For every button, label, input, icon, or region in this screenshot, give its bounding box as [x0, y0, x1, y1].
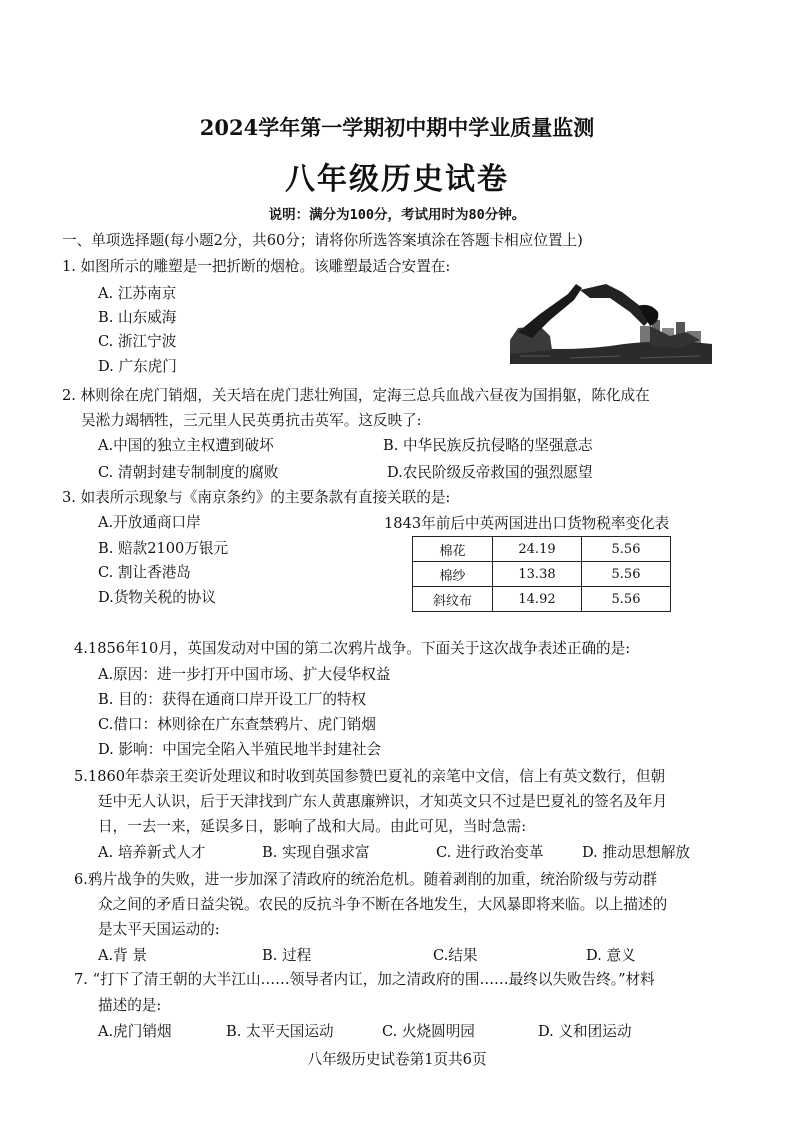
table-row: [413, 587, 671, 612]
question-2-option-b[interactable]: B. 中华民族反抗侵略的坚强意志: [383, 437, 593, 454]
exam-paper-title: 八年级历史试卷: [285, 162, 509, 197]
question-6-option-b[interactable]: B. 过程: [262, 947, 312, 964]
question-4-option-a[interactable]: A.原因：进一步打开中国市场、扩大侵华权益: [98, 666, 391, 683]
table-row: [413, 537, 671, 562]
tariff-table: [412, 536, 671, 612]
question-6-option-c[interactable]: C.结果: [433, 947, 478, 964]
question-5-option-c[interactable]: C. 进行政治变革: [436, 844, 544, 861]
question-7-option-a[interactable]: A.虎门销烟: [98, 1023, 172, 1040]
question-7-option-b[interactable]: B. 太平天国运动: [226, 1023, 334, 1040]
question-3-stem: 3. 如表所示现象与《南京条约》的主要条款有直接关联的是:: [62, 489, 451, 506]
question-7-stem-line-2: 描述的是:: [98, 997, 162, 1014]
question-3-option-d[interactable]: D.货物关税的协议: [98, 589, 216, 606]
table-cell: 5.56: [582, 587, 671, 612]
table-cell: 13.38: [493, 562, 582, 587]
question-3-option-a[interactable]: A.开放通商口岸: [98, 514, 201, 531]
table-cell: 斜纹布: [413, 587, 493, 612]
exam-instructions: 说明：满分为100分，考试用时为80分钟。: [268, 207, 526, 223]
question-7-stem-line-1: 7. “打下了清王朝的大半江山……领导者内讧，加之清政府的围……最终以失败告终。”材料: [74, 971, 655, 988]
question-6-stem-line-2: 众之间的矛盾日益尖锐。农民的反抗斗争不断在各地发生，大风暴即将来临。以上描述的: [98, 896, 668, 913]
question-2-stem-line-2: 吴淞力竭牺牲，三元里人民英勇抗击英军。这反映了:: [81, 412, 422, 429]
table-cell: 棉花: [413, 537, 493, 562]
question-7-option-d[interactable]: D. 义和团运动: [538, 1023, 632, 1040]
question-4-option-b[interactable]: B. 目的：获得在通商口岸开设工厂的特权: [98, 691, 367, 708]
question-6-option-d[interactable]: D. 意义: [586, 947, 636, 964]
section-heading: 一、单项选择题(每小题2分，共60分；请将你所选答案填涂在答题卡相应位置上): [62, 232, 583, 249]
question-6-stem-line-1: 6.鸦片战争的失败，进一步加深了清政府的统治危机。随着剥削的加重，统治阶级与劳动群: [74, 871, 658, 888]
table-row: [413, 562, 671, 587]
table-cell: 24.19: [493, 537, 582, 562]
question-6-option-a[interactable]: A.背 景: [98, 947, 148, 964]
table-cell: 14.92: [493, 587, 582, 612]
question-2-option-c[interactable]: C. 清朝封建专制制度的腐败: [98, 464, 279, 481]
question-5-option-a[interactable]: A. 培养新式人才: [98, 844, 206, 861]
question-3-option-c[interactable]: C. 割让香港岛: [98, 564, 191, 581]
question-4-option-d[interactable]: D. 影响：中国完全陷入半殖民地半封建社会: [98, 741, 382, 758]
question-2-stem-line-1: 2. 林则徐在虎门销烟，关天培在虎门悲壮殉国，定海三总兵血战六昼夜为国捐躯，陈化成在: [62, 387, 650, 404]
question-4-option-c[interactable]: C.借口：林则徐在广东查禁鸦片、虎门销烟: [98, 716, 376, 733]
question-5-stem-line-3: 日，一去一来，延误多日，影响了战和大局。由此可见，当时急需:: [98, 818, 527, 835]
question-1-option-c[interactable]: C. 浙江宁波: [98, 333, 177, 350]
question-1-option-a[interactable]: A. 江苏南京: [98, 285, 177, 302]
question-6-stem-line-3: 是太平天国运动的:: [98, 921, 220, 938]
question-2-option-a[interactable]: A.中国的独立主权遭到破坏: [98, 437, 274, 454]
broken-opium-pipe-sculpture-icon: [510, 276, 712, 364]
question-2-option-d[interactable]: D.农民阶级反帝救国的强烈愿望: [387, 464, 593, 481]
question-5-option-b[interactable]: B. 实现自强求富: [262, 844, 370, 861]
question-4-stem: 4.1856年10月，英国发动对中国的第二次鸦片战争。下面关于这次战争表述正确的是:: [74, 640, 631, 657]
question-1-option-b[interactable]: B. 山东威海: [98, 309, 177, 326]
question-1-option-d[interactable]: D. 广东虎门: [98, 358, 177, 375]
table-cell: 5.56: [582, 562, 671, 587]
question-7-option-c[interactable]: C. 火烧圆明园: [382, 1023, 475, 1040]
question-3-option-b[interactable]: B. 赔款2100万银元: [98, 540, 229, 557]
question-5-stem-line-2: 廷中无人认识，后于天津找到广东人黄惠廉辨识，才知英文只不过是巴夏礼的签名及年月: [98, 793, 668, 810]
page-footer: 八年级历史试卷第1页共6页: [307, 1051, 487, 1068]
table-cell: 棉纱: [413, 562, 493, 587]
exam-series-title: 2024学年第一学期初中期中学业质量监测: [199, 115, 595, 140]
question-1-stem: 1. 如图所示的雕塑是一把折断的烟枪。该雕塑最适合安置在:: [62, 258, 451, 275]
table-cell: 5.56: [582, 537, 671, 562]
tariff-table-caption: 1843年前后中英两国进出口货物税率变化表: [384, 515, 670, 532]
question-5-option-d[interactable]: D. 推动思想解放: [582, 844, 691, 861]
question-5-stem-line-1: 5.1860年恭亲王奕䜣处理议和时收到英国参赞巴夏礼的亲笔中文信，信上有英文数行，但朝: [74, 768, 666, 785]
